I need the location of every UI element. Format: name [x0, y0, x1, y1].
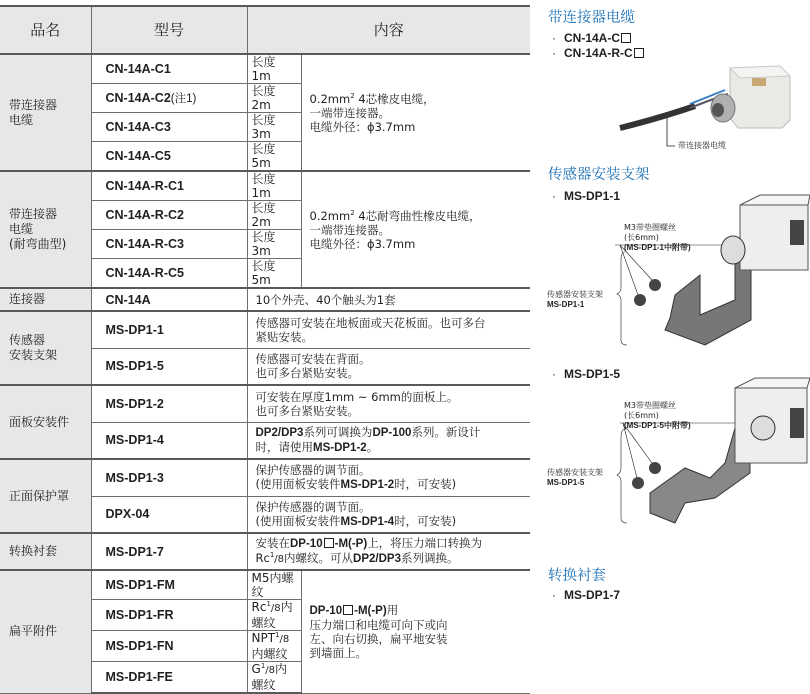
category-cell: 正面保护罩 [0, 459, 91, 533]
section-title-bushing: 转换衬套 [548, 568, 606, 584]
placeholder-square [343, 605, 353, 615]
length-cell: 长度5m [247, 142, 301, 172]
bracket-callout: 传感器安装支架 MS-DP1-5 [547, 468, 603, 487]
table-row [0, 459, 530, 496]
header-model: 型号 [91, 6, 247, 54]
description-cell: 保护传感器的调节面。 (使用面板安装件MS-DP1-2时，可安装) [247, 459, 530, 496]
category-cell: 带连接器 电缆 (耐弯曲型) [0, 171, 91, 288]
thread-cell: $G^1/8$内螺纹 [247, 662, 301, 694]
table-row [0, 311, 530, 348]
length-cell: 长度2m [247, 84, 301, 113]
category-cell: 扁平附件 [0, 570, 91, 693]
side-item: · MS-DP1-1 [552, 189, 621, 203]
description-cell: DP2/DP3系列可调换为DP-100系列。新设计 时，请使用MS-DP1-2。 [247, 422, 530, 459]
model-cell: CN-14A-C3 [91, 113, 247, 142]
model-cell: MS-DP1-FN [91, 631, 247, 662]
table-row [0, 288, 530, 311]
category-cell: 面板安装件 [0, 385, 91, 459]
length-cell: 长度3m [247, 113, 301, 142]
model-cell: MS-DP1-7 [91, 533, 247, 570]
table-row [0, 54, 530, 84]
model-cell: MS-DP1-4 [91, 422, 247, 459]
length-cell: 长度3m [247, 230, 301, 259]
model-cell: CN-14A [91, 288, 247, 311]
description-cell: 安装在DP-10 -M(-P)上，将压力端口转换为 Rc$^1$/8内螺纹。可从DP2/DP3系列调换。 [247, 533, 530, 570]
category-cell: 传感器 安装支架 [0, 311, 91, 385]
model-cell: CN-14A-C1 [91, 54, 247, 84]
bracket-ms-dp1-1-illustration [615, 200, 810, 350]
model-cell: MS-DP1-FR [91, 600, 247, 631]
length-cell: 长度1m [247, 54, 301, 84]
model-cell: CN-14A-R-C2 [91, 201, 247, 230]
bracket-callout: 传感器安装支架 MS-DP1-1 [547, 290, 603, 309]
accessories-spec-table [0, 5, 530, 694]
placeholder-square [324, 538, 334, 548]
model-cell: MS-DP1-2 [91, 385, 247, 422]
length-cell: 长度2m [247, 201, 301, 230]
table-row [0, 533, 530, 570]
side-item: · CN-14A-R-C [552, 46, 645, 60]
header-content: 内容 [247, 6, 530, 54]
model-cell: MS-DP1-1 [91, 311, 247, 348]
length-cell: 长度5m [247, 259, 301, 289]
side-item: · CN-14A-C [552, 31, 632, 45]
description-cell: 10个外壳、40个触头为1套 [247, 288, 530, 311]
description-cell: 保护传感器的调节面。 (使用面板安装件MS-DP1-4时，可安装) [247, 496, 530, 533]
category-cell: 带连接器 电缆 [0, 54, 91, 171]
description-cell: $0.2mm^2$ 4芯耐弯曲性橡皮电缆， 一端带连接器。 电缆外径：ϕ3.7mm [301, 171, 530, 288]
table-row [0, 171, 530, 201]
placeholder-square [634, 48, 644, 58]
model-cell: CN-14A-R-C5 [91, 259, 247, 289]
table-row [0, 570, 530, 600]
model-cell: CN-14A-R-C1 [91, 171, 247, 201]
side-item: · MS-DP1-7 [552, 588, 621, 602]
section-title-cable: 带连接器电缆 [548, 10, 635, 26]
bracket-ms-dp1-5-illustration [615, 383, 810, 543]
description-cell: 传感器可安装在地板面或天花板面。也可多台 紧贴安装。 [247, 311, 530, 348]
header-product-name: 品名 [0, 6, 91, 54]
table-row [0, 385, 530, 422]
model-cell: CN-14A-R-C3 [91, 230, 247, 259]
description-cell: 传感器可安装在背面。 也可多台紧贴安装。 [247, 348, 530, 385]
thread-cell: Rc$^1$/8内螺纹 [247, 600, 301, 631]
table-header-row [0, 6, 530, 54]
model-cell: MS-DP1-FM [91, 570, 247, 600]
description-cell: $0.2mm^2$ 4芯橡皮电缆， 一端带连接器。 电缆外径：ϕ3.7mm [301, 54, 530, 171]
thread-cell: NPT$^1$/8内螺纹 [247, 631, 301, 662]
category-cell: 连接器 [0, 288, 91, 311]
category-cell: 转换衬套 [0, 533, 91, 570]
description-cell: DP-10 -M(-P)用 压力端口和电缆可向下或向 左、向右切换，扁平地安装 到墙面上。 [301, 570, 530, 693]
section-title-bracket: 传感器安装支架 [548, 167, 650, 183]
thread-cell: M5内螺纹 [247, 570, 301, 600]
model-cell: DPX-04 [91, 496, 247, 533]
model-cell: MS-DP1-FE [91, 662, 247, 694]
length-cell: 长度1m [247, 171, 301, 201]
screw-callout: M3带垫圈螺丝 (长6mm) (MS-DP1-5中附带) [624, 401, 691, 430]
placeholder-square [621, 33, 631, 43]
description-cell: 可安装在厚度1mm ~ 6mm的面板上。 也可多台紧贴安装。 [247, 385, 530, 422]
side-item: · MS-DP1-5 [552, 367, 621, 381]
model-cell: CN-14A-C2(注1) [91, 84, 247, 113]
cable-callout: 带连接器电缆 [678, 141, 726, 150]
screw-callout: M3带垫圈螺丝 (长6mm) (MS-DP1-1中附带) [624, 223, 691, 252]
model-cell: CN-14A-C5 [91, 142, 247, 172]
model-cell: MS-DP1-3 [91, 459, 247, 496]
model-cell: MS-DP1-5 [91, 348, 247, 385]
